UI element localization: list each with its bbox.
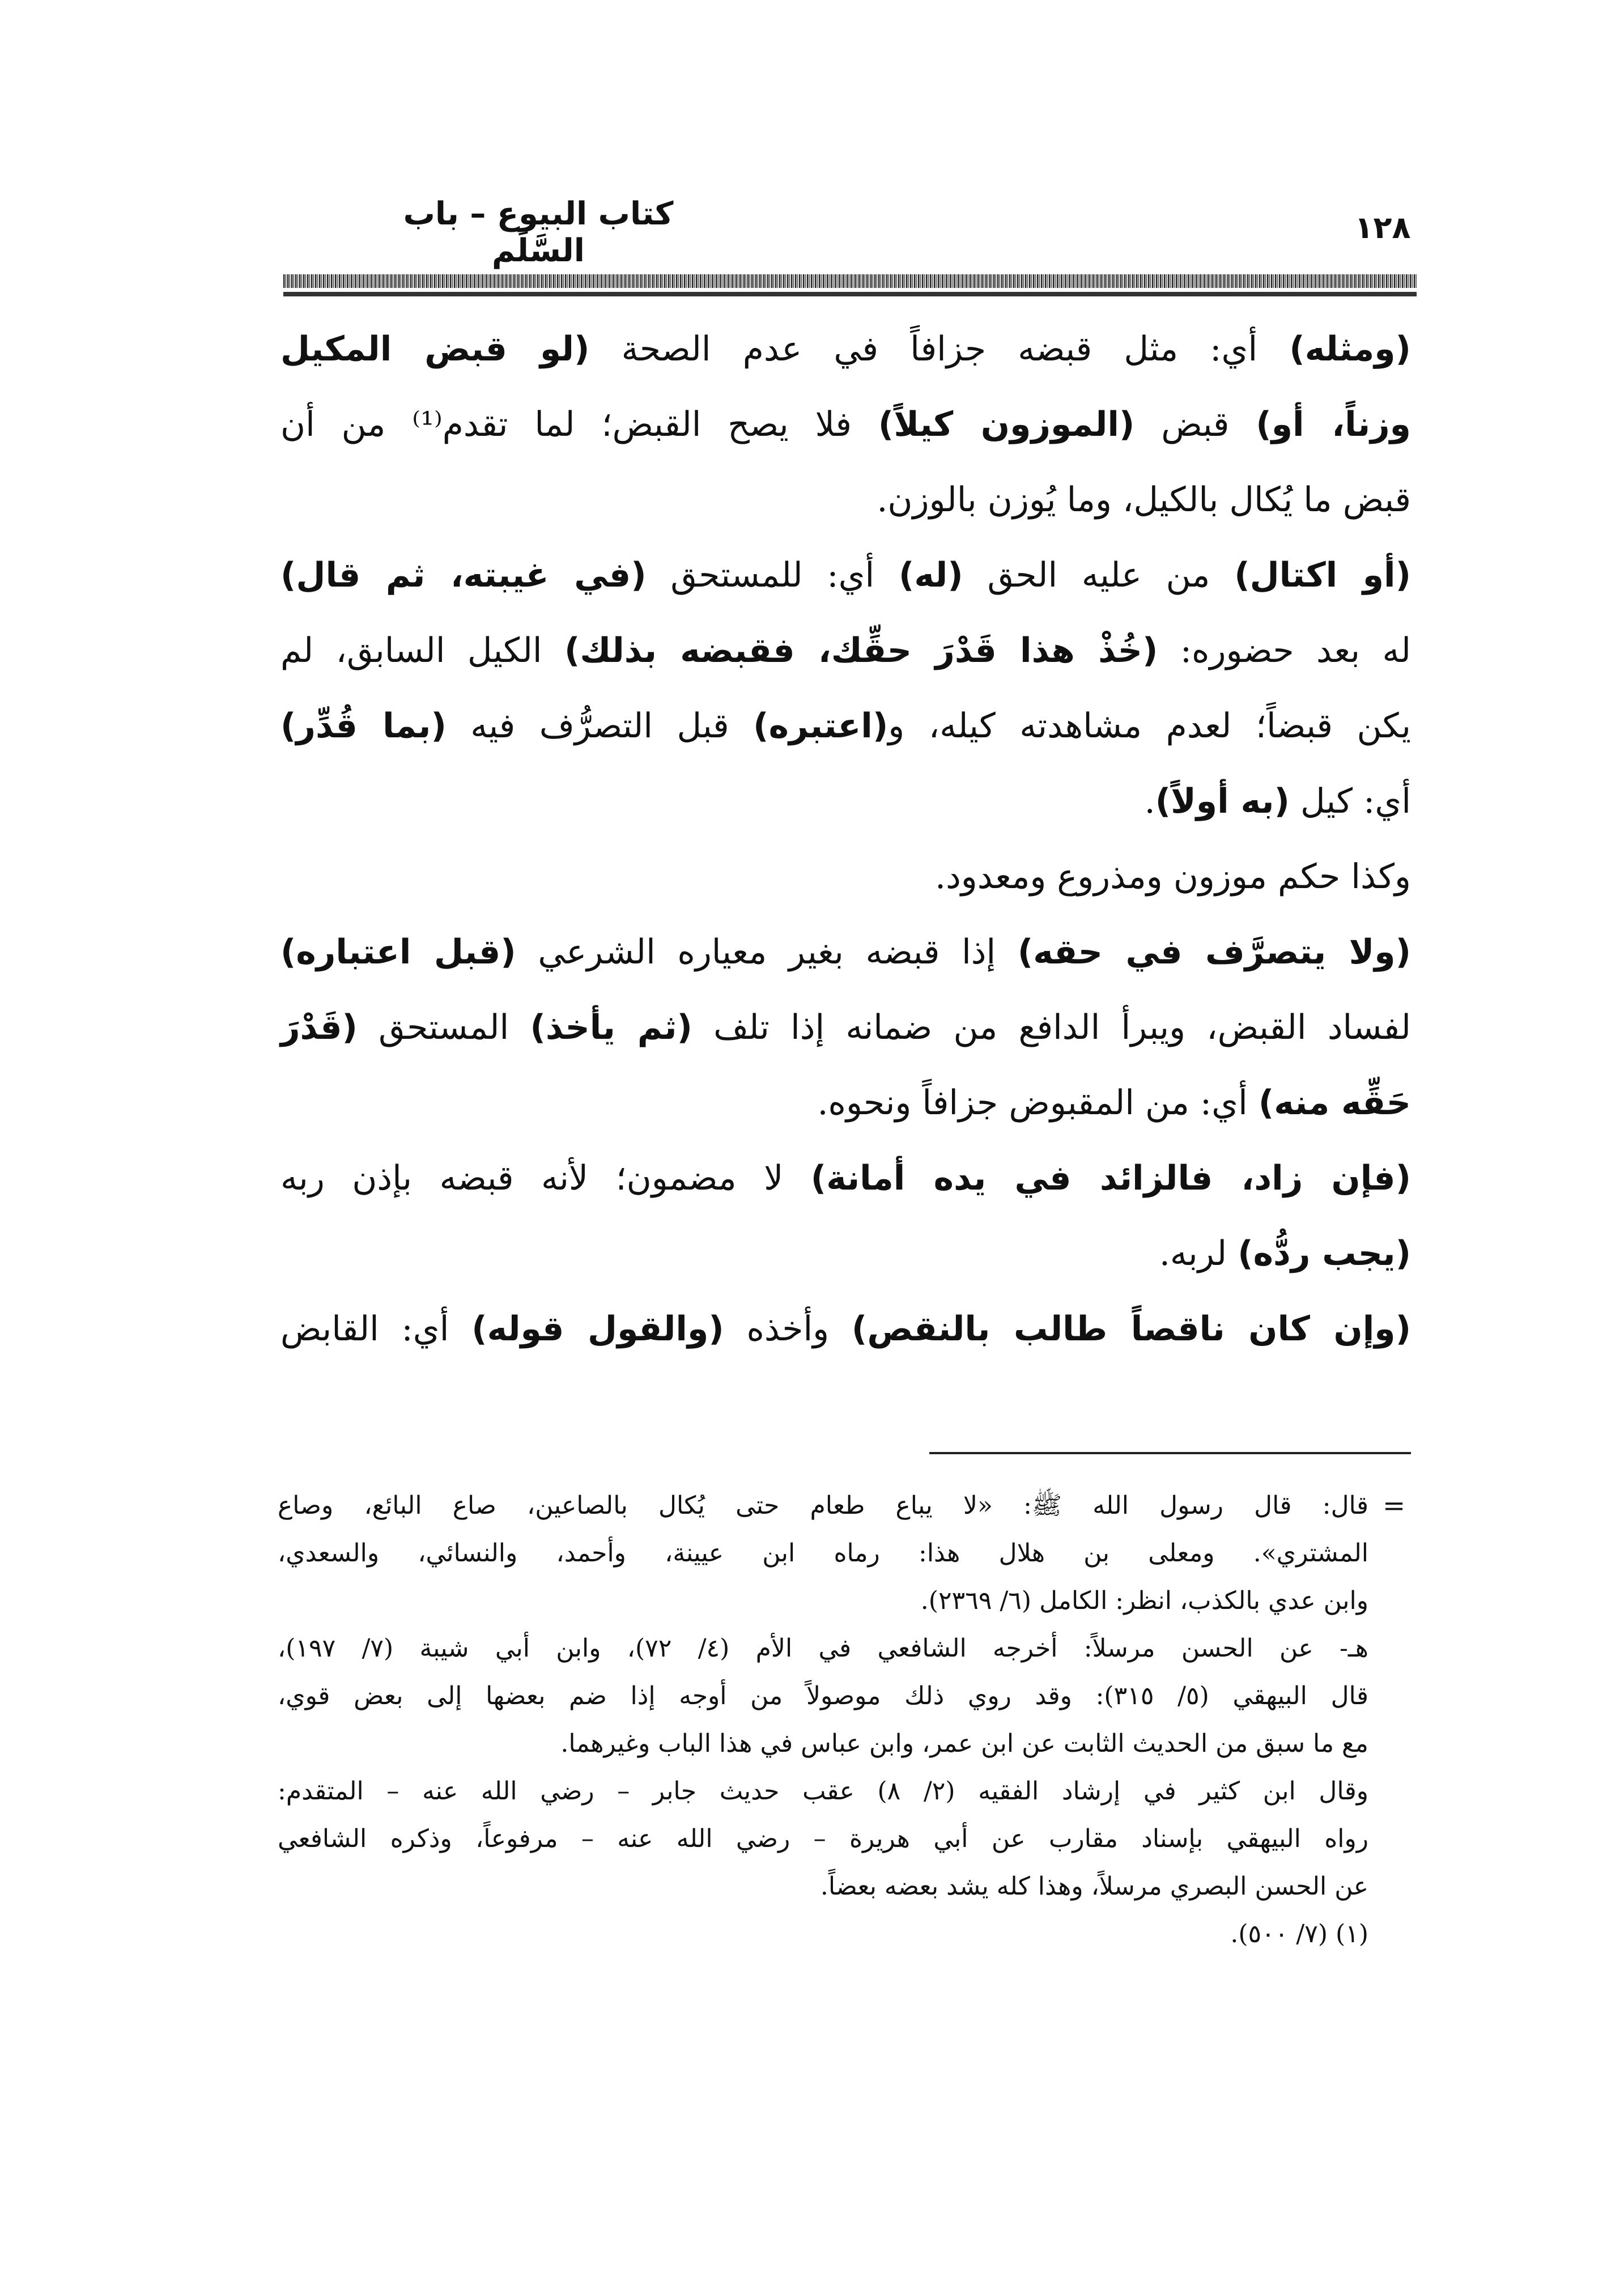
running-header-title: كتاب البيوع – باب السَّلَم [403,196,674,269]
matn-text: (ولا يتصرَّف في حقه) [1017,932,1412,972]
page-number: ١٢٨ [1354,210,1411,245]
sharh-text: المستحق [357,1008,530,1047]
sharh-text: قبض [1134,405,1256,444]
footnote-separator [929,1452,1411,1454]
header-rule-line [283,292,1417,296]
body-line [280,312,1411,387]
body-line [280,1292,1411,1367]
sharh-text: . [1144,782,1155,821]
body-line [280,990,1411,1065]
matn-text: (والقول قوله) [471,1309,724,1349]
matn-text: (أو اكتال) [1234,555,1411,595]
body-line [280,915,1411,990]
body-line [280,1216,1411,1292]
footnote-line: مع ما سبق من الحديث الثابت عن ابن عمر، وابن عباس في هذا الباب وغيرهما. [560,1729,1368,1758]
footnote-line: هـ- عن الحسن مرسلاً: أخرجه الشافعي في الأم (٤/ ٧٢)، وابن أبي شيبة (٧/ ١٩٧)، [278,1634,1368,1663]
sharh-text: لربه. [1159,1234,1238,1273]
header-rule-band [283,274,1417,288]
matn-text: (ثم يأخذ) [530,1008,692,1047]
sharh-text: فلا يصح القبض؛ لما تقدم⁽¹⁾ من أن [280,405,878,444]
body-line [280,689,1411,764]
sharh-text: وأخذه [724,1309,852,1349]
matn-text: (به أولاً) [1155,782,1290,821]
matn-text: (فإن زاد، فالزائد في يده أمانة) [810,1158,1411,1198]
footnote-line: المشتري». ومعلى بن هلال هذا: رماه ابن عيينة، وأحمد، والنسائي، والسعدي، [278,1539,1368,1568]
sharh-text: الكيل السابق، لم [280,631,564,670]
sharh-text: قبض ما يُكال بالكيل، وما يُوزن بالوزن. [877,480,1411,520]
sharh-text: لفساد القبض، ويبرأ الدافع من ضمانه إذا تلف [692,1008,1411,1047]
matn-text: (قبل اعتباره) [280,932,516,972]
matn-text: (لو قبض المكيل [280,329,590,369]
sharh-text: أي: للمستحق [646,555,899,595]
matn-text: (ومثله) [1289,329,1411,369]
sharh-text: له بعد حضوره: [1158,631,1411,670]
body-line [280,613,1411,689]
body-line [280,764,1411,839]
matn-text: وزناً، أو) [1256,405,1411,444]
footnotes [278,1482,1368,1958]
footnote-line: (١) (٧/ ٥٠٠). [1230,1920,1368,1948]
sharh-text: أي: من المقبوض جزافاً ونحوه. [817,1083,1259,1123]
sharh-text: إذا قبضه بغير معياره الشرعي [516,932,1018,972]
sharh-text: أي: القابض [280,1309,472,1349]
matn-text: (قَدْرَ [280,1008,358,1047]
sharh-text: يكن قبضاً؛ لعدم مشاهدته كيله، و [888,706,1411,746]
footnote-line: عن الحسن البصري مرسلاً، وهذا كله يشد بعضه بعضاً. [820,1872,1368,1901]
matn-text: حَقِّه منه) [1258,1083,1411,1123]
sharh-text: أي: مثل قبضه جزافاً في عدم الصحة [589,329,1290,369]
footnote-line: قال البيهقي (٥/ ٣١٥): وقد روي ذلك موصولاً من أوجه إذا ضم بعضها إلى بعض قوي، [278,1681,1368,1710]
matn-text: (بما قُدِّر) [280,706,447,746]
sharh-text: لا مضمون؛ لأنه قبضه بإذن ربه [280,1158,811,1198]
body-line [280,839,1411,915]
sharh-text: من عليه الحق [963,555,1235,595]
matn-text: (له) [898,555,963,595]
body-line [280,1141,1411,1216]
body-line [280,1065,1411,1141]
matn-text: (في غيبته، ثم قال) [280,555,647,595]
sharh-text: أي: كيل [1289,782,1411,821]
matn-text: (يجب ردُّه) [1238,1234,1411,1273]
body-line [280,462,1411,538]
matn-text: (خُذْ هذا قَدْرَ حقِّك، فقبضه بذلك) [564,631,1158,670]
body-line [280,387,1411,462]
body-line [280,538,1411,613]
footnote-continuation-mark: = [1383,1490,1406,1522]
footnote-line: قال: قال رسول الله ﷺ: «لا يباع طعام حتى يُكال بالصاعين، صاع البائع، وصاع [278,1491,1368,1520]
matn-text: (وإن كان ناقصاً طالب بالنقص) [851,1309,1412,1349]
footnote-line: وابن عدي بالكذب، انظر: الكامل (٦/ ٢٣٦٩). [920,1586,1368,1615]
sharh-text: وكذا حكم موزون ومذروع ومعدود. [935,857,1411,897]
footnote-line: رواه البيهقي بإسناد مقارب عن أبي هريرة – رضي الله عنه – مرفوعاً، وذكره الشافعي [278,1824,1368,1853]
matn-text: (الموزون كيلاً) [878,405,1135,444]
matn-text: (اعتبره) [753,706,888,746]
footnote-line: وقال ابن كثير في إرشاد الفقيه (٢/ ٨) عقب حديث جابر – رضي الله عنه – المتقدم: [278,1777,1369,1806]
body-text [280,312,1411,1367]
sharh-text: قبل التصرُّف فيه [446,706,754,746]
